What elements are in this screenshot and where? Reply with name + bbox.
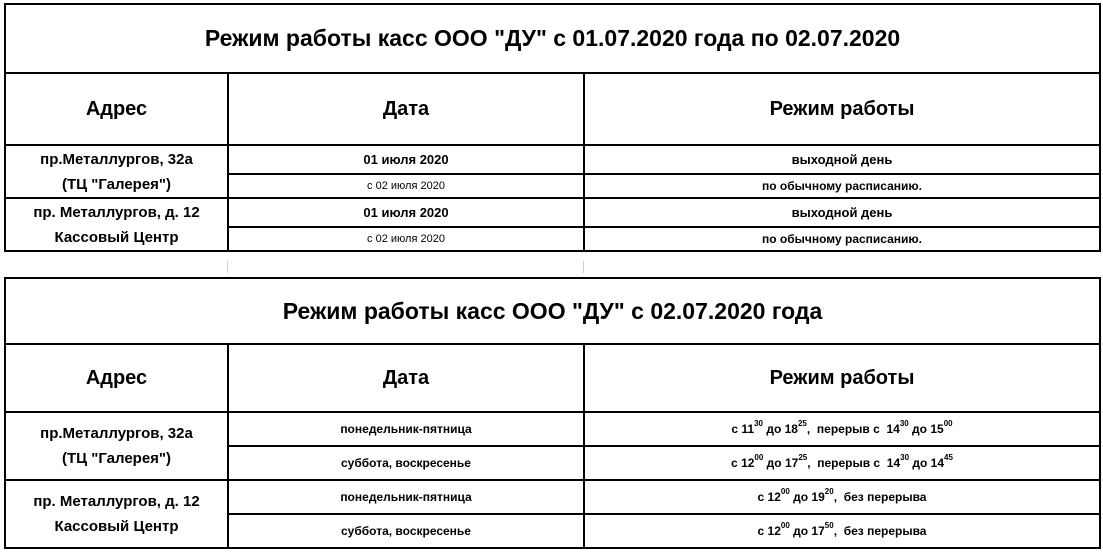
address-line: пр. Металлургов, д. 12 xyxy=(33,203,200,221)
address-cell xyxy=(5,412,228,480)
table-row xyxy=(5,480,1100,514)
table1-header-address: Адрес xyxy=(5,73,228,145)
schedule-table-july1 xyxy=(4,3,1101,252)
address-line: Кассовый Центр xyxy=(54,228,179,246)
schedule-cell: по обычному расписанию. xyxy=(584,174,1100,198)
date-cell: с 02 июля 2020 xyxy=(228,227,584,251)
schedule-table-from-july2 xyxy=(4,277,1101,549)
address-line: (ТЦ "Галерея") xyxy=(61,450,172,467)
schedule-cell: по обычному расписанию. xyxy=(584,227,1100,251)
address-line: Кассовый Центр xyxy=(54,518,179,535)
table-row xyxy=(5,412,1100,446)
grid-divider xyxy=(583,261,584,273)
date-cell: понедельник-пятница xyxy=(228,412,584,446)
table1-header-schedule: Режим работы xyxy=(584,73,1100,145)
address-line: пр.Металлургов, 32а xyxy=(40,150,193,168)
date-cell: 01 июля 2020 xyxy=(228,198,584,227)
address-line: пр. Металлургов, д. 12 xyxy=(33,493,200,510)
date-cell: с 02 июля 2020 xyxy=(228,174,584,198)
table2-header-address: Адрес xyxy=(5,344,228,412)
address-cell xyxy=(5,145,228,198)
table1-title: Режим работы касс ООО "ДУ" с 01.07.2020 года по 02.07.2020 xyxy=(5,4,1100,73)
address-line: (ТЦ "Галерея") xyxy=(61,175,172,193)
table2-title: Режим работы касс ООО "ДУ" с 02.07.2020 года xyxy=(5,278,1100,344)
schedule-cell: с $12^{00}$ до $17^{25}$, перерыв с $14^{30}$ до $14^{45}$ xyxy=(584,446,1100,480)
table1-header-date: Дата xyxy=(228,73,584,145)
schedule-cell: выходной день xyxy=(584,145,1100,174)
table-row xyxy=(5,145,1100,174)
schedule-cell: с $12^{00}$ до $19^{20}$, без перерыва xyxy=(584,480,1100,514)
address-line: пр.Металлургов, 32а xyxy=(40,425,193,442)
address-cell xyxy=(5,198,228,251)
grid-divider xyxy=(227,261,228,273)
address-cell xyxy=(5,480,228,548)
schedule-cell: выходной день xyxy=(584,198,1100,227)
date-cell: 01 июля 2020 xyxy=(228,145,584,174)
schedule-cell: с $11^{30}$ до $18^{25}$, перерыв с $14^{30}$ до $15^{00}$ xyxy=(584,412,1100,446)
table2-header-date: Дата xyxy=(228,344,584,412)
schedule-cell: с $12^{00}$ до $17^{50}$, без перерыва xyxy=(584,514,1100,548)
date-cell: понедельник-пятница xyxy=(228,480,584,514)
date-cell: суббота, воскресенье xyxy=(228,446,584,480)
table2-header-schedule: Режим работы xyxy=(584,344,1100,412)
date-cell: суббота, воскресенье xyxy=(228,514,584,548)
table-row xyxy=(5,198,1100,227)
